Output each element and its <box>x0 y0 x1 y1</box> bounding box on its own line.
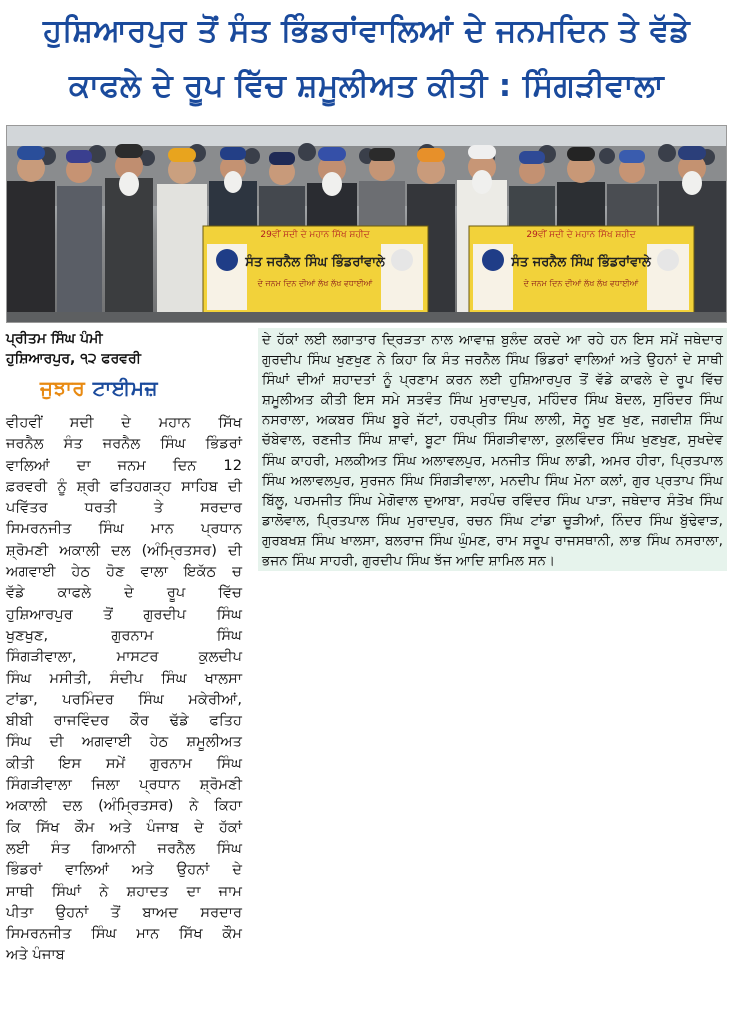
right-banner-name: ਸੰਤ ਜਰਨੈਲ ਸਿੰਘ ਭਿੰਡਰਾਂਵਾਲੇ <box>511 255 651 270</box>
left-banner-sub-line: ਦੇ ਜਨਮ ਦਿਨ ਦੀਆਂ ਲੱਖ ਲੱਖ ਵਧਾਈਆਂ <box>257 279 373 288</box>
article-line: ਸਿੰਘ ਦੀ ਅਗਵਾਈ ਹੇਠ ਸ਼ਮੂਲੀਅਤ <box>6 733 242 751</box>
right-banner-top-line: 29ਵੀਂ ਸਦੀ ਦੇ ਮਹਾਨ ਸਿੱਖ ਸ਼ਹੀਦ <box>526 230 636 240</box>
article-line: ਲਈ ਸੰਤ ਗਿਆਨੀ ਜਰਨੈਲ ਸਿੰਘ <box>6 839 242 857</box>
article-line: ਅਕਾਲੀ ਦਲ (ਅੰਮ੍ਰਿਤਸਰ) ਨੇ ਕਿਹਾ <box>6 797 242 815</box>
article-line: ਕਿ ਸਿੱਖ ਕੌਮ ਅਤੇ ਪੰਜਾਬ ਦੇ ਹੱਕਾਂ <box>6 818 242 836</box>
article-column-right-text: ਦੇ ਹੱਕਾਂ ਲਈ ਲਗਾਤਾਰ ਦ੍ਰਿੜਤਾ ਨਾਲ ਆਵਾਜ਼ ਬੁਲੰਦ ਕਰਦੇ ਆ ਰਹੇ ਹਨ ਇਸ ਸਮੇਂ ਜਥੇਦਾਰ ਗੁਰਦੀਪ ਸਿੰਘ ਖੁਣਖੁਣ ਨੇ ਕਿਹਾ ਕਿ ਸੰਤ ਜਰਨੈਲ ਸਿੰਘ ਭਿੰਡਰਾਂ ਵਾਲਿਆਂ ਅਤੇ ਉਹਨਾਂ ਦੇ ਸਾਥੀ ਸਿੰਘਾਂ ਦੀਆਂ ਸ਼ਹਾਦਤਾਂ ਨੂੰ ਪ੍ਰਣਾਮ ਕਰਨ ਲਈ ਹੁਸ਼ਿਆਰਪੁਰ ਤੋਂ ਵੱਡੇ ਕਾਫਲੇ ਦੇ ਰੂਪ ਵਿੱਚ ਸ਼ਮੂਲੀਅਤ ਕੀਤੀ ਇਸ ਸਮੇ ਸਤਵੰਤ ਸਿੰਘ ਮੁਰਾਦਪੁਰ, ਮਹਿੰਦਰ ਸਿੰਘ ਬੋਦਲ, ਸੁਰਿੰਦਰ ਸਿੰਘ ਨਸਰਾਲਾ, ਅਕਬਰ ਸਿੰਘ ਬੂਰੇ ਜੱਟਾਂ, ਹਰਪ੍ਰੀਤ ਸਿੰਘ ਲਾਲੀ, ਸੋਨੂ ਖੁਣ ਖੁਣ, ਜਗਦੀਸ਼ ਸਿੰਘ ਚੱਬੇਵਾਲ, ਰਣਜੀਤ ਸਿੰਘ ਸ਼ਾਵਾਂ, ਬੂਟਾ ਸਿੰਘ ਸਿੰਗੜੀਵਾਲਾ, ਕੁਲਵਿੰਦਰ ਸਿੰਘ ਖੁਣਖੁਣ, ਸੁਖਦੇਵ ਸਿੰਘ ਕਾਹਰੀ, ਮਲਕੀਅਤ ਸਿੰਘ ਅਲਾਵਲਪੁਰ, ਮਨਜੀਤ ਸਿੰਘ ਲਾਡੀ, ਅਮਰ ਹੀਰਾ, ਪ੍ਰਿਤਪਾਲ ਸਿੰਘ ਅਲਾਵਲਪੁਰ, ਸੁਰਜਨ ਸਿੰਘ ਸਿੰਗੜੀਵਾਲਾ, ਮਨਦੀਪ ਸਿੰਘ ਮੋਨਾ ਕਲਾਂ, ਗੁਰ ਪ੍ਰਤਾਪ ਸਿੰਘ ਬਿੱਲੂ, ਪਰਮਜੀਤ ਸਿੰਘ ਮੇਗੋਵਾਲ ਦੁਆਬਾ, ਸਰਪੰਚ ਰਵਿੰਦਰ ਸਿੰਘ ਪਾੜਾ, ਜਥੇਦਾਰ ਸੰਤੋਖ ਸਿੰਘ ਡਾਲੋਵਾਲ, ਪ੍ਰਿਤਪਾਲ ਸਿੰਘ ਮੁਰਾਦਪੁਰ, ਰਚਨ ਸਿੰਘ ਟਾਂਡਾ ਚੂੜੀਆਂ, ਨਿੰਦਰ ਸਿੰਘ ਬੁੱਢੇਵਾੜ, ਗੁਰਬਖਸ਼ ਸਿੰਘ ਖਾਲਸਾ, ਬਲਰਾਜ ਸਿੰਘ ਘੁੰਮਣ, ਰਾਮ ਸਰੂਪ ਰਾਜਸਥਾਨੀ, ਲਾਭ ਸਿੰਘ ਨਸਰਾਲਾ, ਭਜਨ ਸਿੰਘ ਸਾਹਰੀ, ਗੁਰਦੀਪ ਸਿੰਘ ਝੱਜ ਆਦਿ ਸ਼ਾਮਿਲ ਸਨ। <box>262 332 723 570</box>
article-line: ਪੀਤਾ ਉਹਨਾਂ ਤੋਂ ਬਾਅਦ ਸਰਦਾਰ <box>6 903 242 921</box>
byline-author: ਪ੍ਰੀਤਮ ਸਿੰਘ ਪੰਮੀ <box>6 331 103 347</box>
article-line: ਵੱਡੇ ਕਾਫਲੇ ਦੇ ਰੂਪ ਵਿੱਚ <box>6 584 242 602</box>
article-line: ਪਵਿੱਤਰ ਧਰਤੀ ਤੇ ਸਰਦਾਰ <box>6 499 242 517</box>
article-line: ਸਾਥੀ ਸਿੰਘਾਂ ਨੇ ਸ਼ਹਾਦਤ ਦਾ ਜਾਮ <box>6 882 242 900</box>
article-line: ਸਿੰਘ ਮਸੀਤੀ, ਸੰਦੀਪ ਸਿੰਘ ਖਾਲਸਾ <box>6 669 242 687</box>
article-line: ਕੀਤੀ ਇਸ ਸਮੇਂ ਗੁਰਨਾਮ ਸਿੰਘ <box>6 754 242 772</box>
article-line: ਸਿਮਰਨਜੀਤ ਸਿੰਘ ਮਾਨ ਪ੍ਰਧਾਨ <box>6 520 242 538</box>
byline-place-date: ਹੁਸ਼ਿਆਰਪੁਰ, ੧੨ ਫਰਵਰੀ <box>6 351 141 367</box>
article-line: ਜਰਨੈਲ ਸੰਤ ਜਰਨੈਲ ਸਿੰਘ ਭਿੰਡਰਾਂ <box>6 435 242 453</box>
article-line: ਬੀਬੀ ਰਾਜਵਿੰਦਰ ਕੌਰ ਢੱਡੇ ਫਤਿਹ <box>6 712 242 730</box>
article-column-left <box>6 412 242 966</box>
headline-line-2: ਕਾਫਲੇ ਦੇ ਰੂਪ ਵਿੱਚ ਸ਼ਮੂਲੀਅਤ ਕੀਤੀ : ਸਿੰਗੜੀਵਾਲਾ <box>69 68 664 104</box>
article-line: ਸਿਮਰਨਜੀਤ ਸਿੰਘ ਮਾਨ ਸਿੱਖ ਕੌਮ <box>6 925 242 943</box>
logo-part-1: ਜੁਝਾਰ <box>40 376 86 400</box>
article-line: ਹੁਸ਼ਿਆਰਪੁਰ ਤੋਂ ਗੁਰਦੀਪ ਸਿੰਘ <box>6 605 242 623</box>
article-line: ਵੀਹਵੀਂ ਸਦੀ ਦੇ ਮਹਾਨ ਸਿੱਖ <box>6 414 242 431</box>
article-column-right <box>258 328 727 571</box>
publication-logo <box>40 376 158 400</box>
article-line: ਸਿੰਗੜੀਵਾਲਾ ਜਿਲਾ ਪ੍ਰਧਾਨ ਸ਼੍ਰੋਮਣੀ <box>6 776 242 794</box>
logo-part-2: ਟਾਈਮਜ਼ <box>92 376 159 400</box>
article-line: ਭਿੰਡਰਾਂ ਵਾਲਿਆਂ ਅਤੇ ਉਹਨਾਂ ਦੇ <box>6 861 242 879</box>
headline-line-1: ਹੁਸ਼ਿਆਰਪੁਰ ਤੋਂ ਸੰਤ ਭਿੰਡਰਾਂਵਾਲਿਆਂ ਦੇ ਜਨਮਦਿਨ ਤੇ ਵੱਡੇ <box>43 13 690 49</box>
headline <box>6 4 727 114</box>
left-banner-top-line: 29ਵੀਂ ਸਦੀ ਦੇ ਮਹਾਨ ਸਿੱਖ ਸ਼ਹੀਦ <box>260 230 370 240</box>
article-line: ਅਤੇ ਪੰਜਾਬ <box>6 946 65 964</box>
right-banner-sub-line: ਦੇ ਜਨਮ ਦਿਨ ਦੀਆਂ ਲੱਖ ਲੱਖ ਵਧਾਈਆਂ <box>523 279 639 288</box>
article-line: ਵਾਲਿਆਂ ਦਾ ਜਨਮ ਦਿਨ 12 <box>6 456 242 474</box>
article-line: ਅਗਵਾਈ ਹੇਠ ਹੋਣ ਵਾਲਾ ਇਕੱਠ ਚ <box>6 563 242 581</box>
left-banner-name: ਸੰਤ ਜਰਨੈਲ ਸਿੰਘ ਭਿੰਡਰਾਂਵਾਲੇ <box>245 255 385 270</box>
article-line: ਟਾਂਡਾ, ਪਰਮਿੰਦਰ ਸਿੰਘ ਮਕੇਰੀਆਂ, <box>6 690 242 708</box>
article-line: ਸ਼੍ਰੋਮਣੀ ਅਕਾਲੀ ਦਲ (ਅੰਮ੍ਰਿਤਸਰ) ਦੀ <box>6 541 242 559</box>
article-line: ਖੁਣਖੁਣ, ਗੁਰਨਾਮ ਸਿੰਘ <box>6 626 242 644</box>
article-line: ਫ਼ਰਵਰੀ ਨੂੰ ਸ਼੍ਰੀ ਫਤਿਹਗੜ੍ਹ ਸਾਹਿਬ ਦੀ <box>6 477 242 495</box>
news-photo <box>6 125 727 323</box>
article-line: ਸਿੰਗੜੀਵਾਲਾ, ਮਾਸਟਰ ਕੁਲਦੀਪ <box>6 648 242 666</box>
